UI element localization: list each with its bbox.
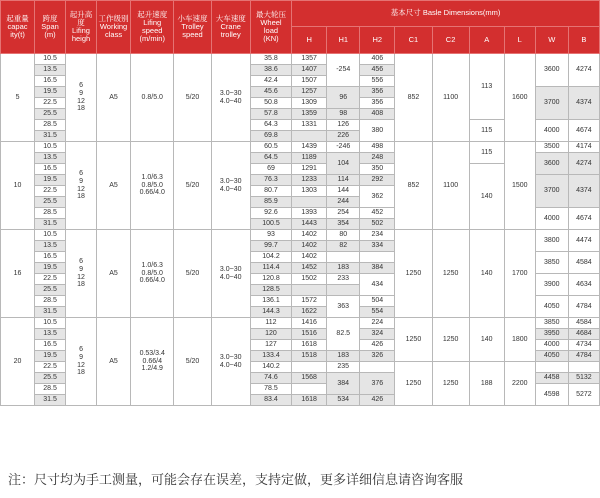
cell-crane-speed: 3.0~30 4.0~40 xyxy=(211,142,250,230)
cell-c1: 1250 xyxy=(395,230,432,318)
cell-h: 1189 xyxy=(292,153,327,164)
header-dim-l: L xyxy=(504,27,535,54)
cell-h2: 426 xyxy=(360,340,395,351)
cell-b: 4274 xyxy=(568,153,599,175)
cell-wheel-load: 76.3 xyxy=(250,175,291,186)
cell-lifting-height: 6 9 12 18 xyxy=(66,142,97,230)
cell-wheel-load: 80.7 xyxy=(250,186,291,197)
cell-b: 4584 xyxy=(568,318,599,329)
cell-a: 113 xyxy=(469,54,504,120)
header-dim-h2: H2 xyxy=(360,27,395,54)
cell-h1: 354 xyxy=(327,219,360,230)
cell-lifting-speed: 1.0/6.3 0.8/5.0 0.66/4.0 xyxy=(131,230,174,318)
cell-span: 13.5 xyxy=(35,153,66,164)
cell-trolley-speed: 5/20 xyxy=(174,230,211,318)
cell-w: 3850 xyxy=(535,318,568,329)
cell-a: 188 xyxy=(469,362,504,406)
cell-wheel-load: 35.8 xyxy=(250,54,291,65)
cell-span: 28.5 xyxy=(35,120,66,131)
cell-h xyxy=(292,384,327,395)
cell-wheel-load: 69.8 xyxy=(250,131,291,142)
cell-h2: 326 xyxy=(360,351,395,362)
cell-b: 4684 xyxy=(568,329,599,340)
cell-w: 4458 xyxy=(535,373,568,384)
cell-h: 1393 xyxy=(292,208,327,219)
cell-w: 4598 xyxy=(535,384,568,406)
cell-l: 1800 xyxy=(504,318,535,362)
cell-c1: 1250 xyxy=(395,318,432,362)
cell-working-class: A5 xyxy=(97,230,131,318)
cell-b: 4474 xyxy=(568,230,599,252)
cell-h: 1257 xyxy=(292,87,327,98)
cell-h1: 534 xyxy=(327,395,360,406)
cell-wheel-load: 74.6 xyxy=(250,373,291,384)
cell-h2 xyxy=(360,252,395,263)
cell-trolley-speed: 5/20 xyxy=(174,54,211,142)
cell-span: 28.5 xyxy=(35,208,66,219)
header-dim-h: H xyxy=(292,27,327,54)
cell-capacity: 20 xyxy=(1,318,35,406)
table-row xyxy=(1,142,600,153)
cell-wheel-load: 85.9 xyxy=(250,197,291,208)
cell-span: 10.5 xyxy=(35,230,66,241)
cell-wheel-load: 50.8 xyxy=(250,98,291,109)
cell-h: 1402 xyxy=(292,230,327,241)
header-span: 跨度 Span (m) xyxy=(35,1,66,54)
cell-h2: 350 xyxy=(360,164,395,175)
cell-h: 1572 xyxy=(292,296,327,307)
cell-h2: 380 xyxy=(360,120,395,142)
cell-h: 1331 xyxy=(292,120,327,131)
cell-span: 28.5 xyxy=(35,296,66,307)
cell-h2: 556 xyxy=(360,76,395,87)
cell-h1: 254 xyxy=(327,208,360,219)
table-row xyxy=(1,230,600,241)
cell-span: 10.5 xyxy=(35,142,66,153)
table-row xyxy=(1,318,600,329)
cell-b: 4584 xyxy=(568,252,599,274)
cell-h: 1233 xyxy=(292,175,327,186)
cell-working-class: A5 xyxy=(97,54,131,142)
cell-w: 3700 xyxy=(535,175,568,208)
cell-w: 4050 xyxy=(535,351,568,362)
cell-wheel-load: 45.6 xyxy=(250,87,291,98)
cell-span: 25.5 xyxy=(35,109,66,120)
cell-h: 1402 xyxy=(292,252,327,263)
header-dim-h1: H1 xyxy=(327,27,360,54)
cell-h: 1518 xyxy=(292,351,327,362)
cell-h2: 502 xyxy=(360,219,395,230)
cell-h: 1407 xyxy=(292,65,327,76)
cell-l: 2200 xyxy=(504,362,535,406)
cell-crane-speed: 3.0~30 4.0~40 xyxy=(211,54,250,142)
cell-wheel-load: 83.4 xyxy=(250,395,291,406)
cell-h2: 224 xyxy=(360,318,395,329)
cell-h1: 98 xyxy=(327,109,360,120)
cell-h1: 104 xyxy=(327,153,360,175)
cell-w: 3700 xyxy=(535,87,568,120)
cell-b: 4374 xyxy=(568,87,599,120)
cell-a: 140 xyxy=(469,230,504,318)
cell-wheel-load: 114.4 xyxy=(250,263,291,274)
cell-h2: 362 xyxy=(360,186,395,208)
cell-l: 1500 xyxy=(504,142,535,230)
cell-b: 4374 xyxy=(568,175,599,208)
cell-h2: 426 xyxy=(360,395,395,406)
cell-h2: 384 xyxy=(360,263,395,274)
cell-h: 1359 xyxy=(292,109,327,120)
cell-b: 4674 xyxy=(568,208,599,230)
cell-wheel-load: 104.2 xyxy=(250,252,291,263)
cell-h1: 233 xyxy=(327,274,360,285)
cell-h2: 452 xyxy=(360,208,395,219)
cell-h: 1618 xyxy=(292,340,327,351)
cell-wheel-load: 64.3 xyxy=(250,120,291,131)
cell-wheel-load: 128.5 xyxy=(250,285,291,296)
cell-h: 1618 xyxy=(292,395,327,406)
cell-h: 1622 xyxy=(292,307,327,318)
cell-a: 115 xyxy=(469,142,504,164)
cell-span: 16.5 xyxy=(35,76,66,87)
cell-b: 4784 xyxy=(568,296,599,318)
cell-span: 28.5 xyxy=(35,384,66,395)
cell-h xyxy=(292,362,327,373)
cell-c1: 852 xyxy=(395,142,432,230)
cell-h2: 248 xyxy=(360,153,395,164)
header-lifting-height: 起升高度 Lifing heigh xyxy=(66,1,97,54)
cell-working-class: A5 xyxy=(97,318,131,406)
cell-w: 4000 xyxy=(535,208,568,230)
cell-w: 3600 xyxy=(535,153,568,175)
cell-h: 1303 xyxy=(292,186,327,197)
cell-h1: 183 xyxy=(327,351,360,362)
cell-b: 5132 xyxy=(568,373,599,384)
cell-span: 31.5 xyxy=(35,307,66,318)
cell-h: 1309 xyxy=(292,98,327,109)
cell-h2: 334 xyxy=(360,241,395,252)
cell-h2: 376 xyxy=(360,373,395,395)
cell-h: 1568 xyxy=(292,373,327,384)
cell-span: 31.5 xyxy=(35,219,66,230)
cell-a: 115 xyxy=(469,120,504,142)
cell-wheel-load: 78.5 xyxy=(250,384,291,395)
cell-span: 25.5 xyxy=(35,285,66,296)
cell-wheel-load: 38.6 xyxy=(250,65,291,76)
header-lifting-speed: 起升速度 Lifing speed (m/min) xyxy=(131,1,174,54)
cell-h2: 504 xyxy=(360,296,395,307)
cell-h: 1516 xyxy=(292,329,327,340)
cell-c2: 1100 xyxy=(432,142,469,230)
cell-h2: 356 xyxy=(360,87,395,98)
cell-h1: 82.5 xyxy=(327,318,360,351)
cell-h1: 126 xyxy=(327,120,360,131)
cell-w: 4000 xyxy=(535,340,568,351)
cell-c2: 1100 xyxy=(432,54,469,142)
cell-wheel-load: 92.6 xyxy=(250,208,291,219)
cell-h2: 292 xyxy=(360,175,395,186)
cell-wheel-load: 100.5 xyxy=(250,219,291,230)
cell-a: 140 xyxy=(469,164,504,230)
header-trolley-speed: 小车速度 Trolley speed xyxy=(174,1,211,54)
table-body xyxy=(1,54,600,406)
cell-wheel-load: 69 xyxy=(250,164,291,175)
cell-l: 1600 xyxy=(504,54,535,142)
cell-h1: -254 xyxy=(327,54,360,87)
cell-h2: 356 xyxy=(360,98,395,109)
cell-h: 1291 xyxy=(292,164,327,175)
footer-note: 注：尺寸均为手工测量，可能会存在误差，支持定做，更多详细信息请咨询客服 xyxy=(8,473,464,488)
cell-span: 25.5 xyxy=(35,197,66,208)
cell-lifting-speed: 1.0/6.3 0.8/5.0 0.66/4.0 xyxy=(131,142,174,230)
cell-capacity: 10 xyxy=(1,142,35,230)
cell-c2: 1250 xyxy=(432,362,469,406)
cell-w: 3500 xyxy=(535,142,568,153)
cell-span: 22.5 xyxy=(35,98,66,109)
cell-wheel-load: 120.8 xyxy=(250,274,291,285)
cell-span: 16.5 xyxy=(35,252,66,263)
cell-h1: 96 xyxy=(327,87,360,109)
cell-h2: 406 xyxy=(360,54,395,65)
cell-h: 1402 xyxy=(292,241,327,252)
cell-span: 16.5 xyxy=(35,164,66,175)
cell-crane-speed: 3.0~30 4.0~40 xyxy=(211,318,250,406)
cell-lifting-height: 6 9 12 18 xyxy=(66,318,97,406)
cell-span: 10.5 xyxy=(35,318,66,329)
cell-wheel-load: 136.1 xyxy=(250,296,291,307)
cell-h1 xyxy=(327,252,360,263)
cell-wheel-load: 140.2 xyxy=(250,362,291,373)
cell-lifting-speed: 0.53/3.4 0.66/4 1.2/4.9 xyxy=(131,318,174,406)
cell-wheel-load: 99.7 xyxy=(250,241,291,252)
cell-wheel-load: 133.4 xyxy=(250,351,291,362)
header-dim-a: A xyxy=(469,27,504,54)
cell-lifting-speed: 0.8/5.0 xyxy=(131,54,174,142)
cell-h1: 183 xyxy=(327,263,360,274)
cell-trolley-speed: 5/20 xyxy=(174,142,211,230)
header-crane-speed: 大车速度 Crane trolley xyxy=(211,1,250,54)
header-wheel-load: 最大轮压 Wheel load (KN) xyxy=(250,1,291,54)
cell-h: 1452 xyxy=(292,263,327,274)
cell-wheel-load: 42.4 xyxy=(250,76,291,87)
cell-h1: 244 xyxy=(327,197,360,208)
cell-h1: 226 xyxy=(327,131,360,142)
cell-h1 xyxy=(327,285,360,296)
cell-h: 1502 xyxy=(292,274,327,285)
cell-w: 3600 xyxy=(535,54,568,87)
cell-span: 13.5 xyxy=(35,65,66,76)
cell-b: 4634 xyxy=(568,274,599,296)
cell-c1: 1250 xyxy=(395,362,432,406)
cell-span: 31.5 xyxy=(35,131,66,142)
cell-span: 22.5 xyxy=(35,274,66,285)
header-dim-c2: C2 xyxy=(432,27,469,54)
cell-h2: 408 xyxy=(360,109,395,120)
header-dim-b: B xyxy=(568,27,599,54)
cell-span: 16.5 xyxy=(35,340,66,351)
cell-h2: 554 xyxy=(360,307,395,318)
cell-h1: 235 xyxy=(327,362,360,373)
cell-b: 4174 xyxy=(568,142,599,153)
cell-span: 13.5 xyxy=(35,329,66,340)
cell-h xyxy=(292,285,327,296)
cell-h2: 324 xyxy=(360,329,395,340)
cell-b: 4674 xyxy=(568,120,599,142)
cell-wheel-load: 127 xyxy=(250,340,291,351)
cell-h1: 384 xyxy=(327,373,360,395)
cell-l: 1700 xyxy=(504,230,535,318)
cell-lifting-height: 6 9 12 18 xyxy=(66,230,97,318)
cell-w: 4050 xyxy=(535,296,568,318)
cell-h1: -246 xyxy=(327,142,360,153)
cell-h xyxy=(292,131,327,142)
cell-h1: 80 xyxy=(327,230,360,241)
cell-h1: 144 xyxy=(327,186,360,197)
cell-b: 4734 xyxy=(568,340,599,351)
cell-wheel-load: 64.5 xyxy=(250,153,291,164)
cell-c2: 1250 xyxy=(432,318,469,362)
header-dim-c1: C1 xyxy=(395,27,432,54)
header-working-class: 工作级别 Working class xyxy=(97,1,131,54)
cell-wheel-load: 120 xyxy=(250,329,291,340)
cell-capacity: 16 xyxy=(1,230,35,318)
cell-w xyxy=(535,362,568,373)
cell-w: 3800 xyxy=(535,230,568,252)
cell-h2: 498 xyxy=(360,142,395,153)
cell-span: 22.5 xyxy=(35,362,66,373)
cell-span: 22.5 xyxy=(35,186,66,197)
cell-span: 10.5 xyxy=(35,54,66,65)
header-capacity: 起重量 capac ity(t) xyxy=(1,1,35,54)
cell-h1: 82 xyxy=(327,241,360,252)
cell-lifting-height: 6 9 12 18 xyxy=(66,54,97,142)
cell-h: 1357 xyxy=(292,54,327,65)
cell-span: 25.5 xyxy=(35,373,66,384)
cell-h xyxy=(292,197,327,208)
cell-span: 19.5 xyxy=(35,263,66,274)
cell-wheel-load: 57.8 xyxy=(250,109,291,120)
cell-h2: 456 xyxy=(360,65,395,76)
cell-h: 1507 xyxy=(292,76,327,87)
cell-h2: 434 xyxy=(360,274,395,296)
cell-h: 1443 xyxy=(292,219,327,230)
cell-span: 19.5 xyxy=(35,87,66,98)
table-row xyxy=(1,54,600,65)
cell-c1: 852 xyxy=(395,54,432,142)
cell-b xyxy=(568,362,599,373)
cell-h1: 114 xyxy=(327,175,360,186)
cell-working-class: A5 xyxy=(97,142,131,230)
cell-h2: 234 xyxy=(360,230,395,241)
cell-crane-speed: 3.0~30 4.0~40 xyxy=(211,230,250,318)
header-dimensions-group: 基本尺寸 Basle Dimensions(mm) xyxy=(292,1,600,27)
cell-b: 5272 xyxy=(568,384,599,406)
cell-h1: 363 xyxy=(327,296,360,318)
header-dim-w: W xyxy=(535,27,568,54)
cell-a: 140 xyxy=(469,318,504,362)
cell-span: 19.5 xyxy=(35,175,66,186)
cell-w: 3850 xyxy=(535,252,568,274)
cell-h: 1416 xyxy=(292,318,327,329)
cell-c2: 1250 xyxy=(432,230,469,318)
cell-wheel-load: 112 xyxy=(250,318,291,329)
cell-b: 4784 xyxy=(568,351,599,362)
cell-span: 31.5 xyxy=(35,395,66,406)
cell-span: 13.5 xyxy=(35,241,66,252)
cell-wheel-load: 144.3 xyxy=(250,307,291,318)
cell-span: 19.5 xyxy=(35,351,66,362)
cell-b: 4274 xyxy=(568,54,599,87)
cell-wheel-load: 60.5 xyxy=(250,142,291,153)
cell-w: 3900 xyxy=(535,274,568,296)
cell-w: 3950 xyxy=(535,329,568,340)
cell-trolley-speed: 5/20 xyxy=(174,318,211,406)
cell-h2 xyxy=(360,362,395,373)
cell-capacity: 5 xyxy=(1,54,35,142)
cell-wheel-load: 93 xyxy=(250,230,291,241)
cell-h: 1439 xyxy=(292,142,327,153)
cell-w: 4000 xyxy=(535,120,568,142)
